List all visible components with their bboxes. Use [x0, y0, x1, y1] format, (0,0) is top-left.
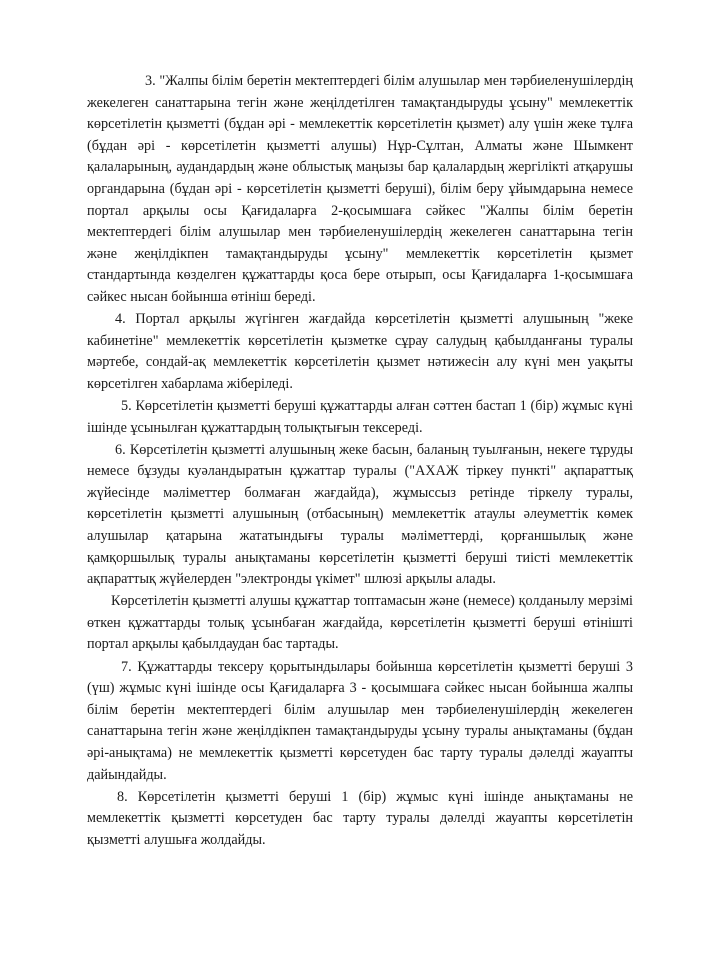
document-body	[87, 71, 633, 852]
paragraph-7: 7. Құжаттарды тексеру қорытындылары бойынша көрсетілетін қызметті беруші 3 (үш) жұмыс күні ішінде осы Қағидаларға 3 - қосымшаға сәйкес нысан бойынша жалпы білім беретін мектептердегі білім алушылар мен тәрбиеленушілердің жекелеген санаттарына тегін және жеңілдікпен тамақтандыруды ұсыну туралы анықтаманы (бұдан әрі-анықтама) не мемлекеттік қызметті көрсетуден бас тарту туралы дәлелді жауапты дайындайды.	[87, 658, 633, 783]
paragraph-8: 8. Көрсетілетін қызметті беруші 1 (бір) жұмыс күні ішінде анықтаманы не мемлекеттік қызметті көрсетуден бас тарту туралы дәлелді жауапты көрсетілетін қызметті алушыға жолдайды.	[87, 788, 633, 848]
paragraph-6-continuation: Көрсетілетін қызметті алушы құжаттар топтамасын және (немесе) қолданылу мерзімі өткен құжаттарды толық ұсынбаған жағдайда, көрсетілетін қызметті беруші өтінішті портал арқылы қабылдаудан бас тартады.	[87, 593, 633, 653]
paragraph-6: 6. Көрсетілетін қызметті алушының жеке басын, баланың туылғанын, некеге тұруды немесе бұзуды куәландыратын құжаттар туралы ("АХАЖ тіркеу пункті" ақпараттық жүйесінде мәліметтер болмаған жағдайда), жұмыссыз ретінде тіркелу туралы, көрсетілетін қызметті алушының (отбасының) мемлекеттік атаулы әлеуметтік көмек алушылар қатарына жататындығы туралы мәліметтерді, қорғаншылық және қамқоршылық туралы анықтаманы көрсетілетін қызметті беруші тиісті мемлекеттік ақпараттық жүйелерден "электронды үкімет" шлюзі арқылы алады.	[87, 441, 633, 588]
paragraph-4: 4. Портал арқылы жүгінген жағдайда көрсетілетін қызметті алушының "жеке кабинетіне" мемлекеттік көрсетілетін қызметке сұрау салудың қабылданғаны туралы мәртебе, сондай-ақ мемлекеттік көрсетілетін қызмет нәтижесін алу күні мен уақыты көрсетілген хабарлама жіберіледі.	[87, 311, 633, 392]
paragraph-3: 3. "Жалпы білім беретін мектептердегі білім алушылар мен тәрбиеленушілердің жекелеген санаттарына тегін және жеңілдетілген тамақтандыруды ұсыну" мемлекеттік көрсетілетін қызметті (бұдан әрі - мемлекеттік көрсетілетін қызмет) алу үшін жеке тұлға (бұдан әрі - көрсетілетін қызметті алушы) Нұр-Сұлтан, Алматы және Шымкент қалаларының, аудандардың және облыстық маңызы бар қалалардың жергілікті атқарушы органдарына (бұдан әрі - көрсетілетін қызметті беруші), білім беру ұйымдарына немесе портал арқылы осы Қағидаларға 2-қосымшаға сәйкес "Жалпы білім беретін мектептердегі білім алушылар мен тәрбиеленушілердің жекелеген санаттарына тегін және жеңілдікпен тамақтандыруды ұсыну" мемлекеттік көрсетілетін қызмет стандартында көзделген құжаттарды қоса бере отырып, осы Қағидаларға 1-қосымшаға сәйкес нысан бойынша өтініш береді.	[87, 73, 633, 305]
paragraph-5: 5. Көрсетілетін қызметті беруші құжаттарды алған сәттен бастап 1 (бір) жұмыс күні ішінде ұсынылған құжаттардың толықтығын тексереді.	[87, 397, 633, 436]
